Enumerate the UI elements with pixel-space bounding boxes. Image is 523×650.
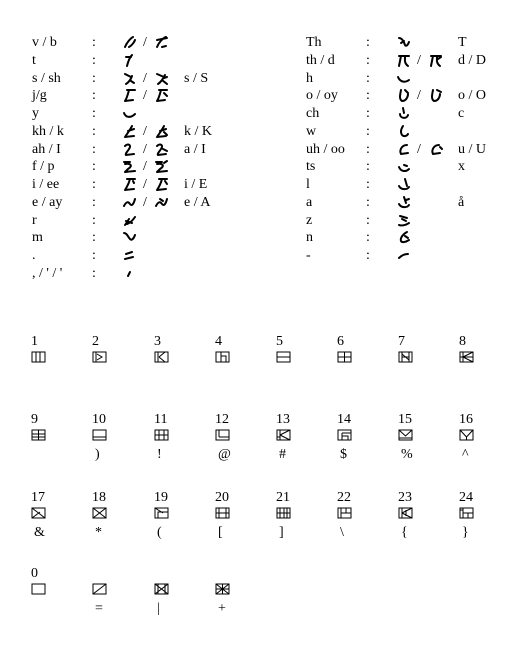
script-glyph-sh-icon — [154, 71, 170, 86]
right-colon: : — [366, 212, 370, 228]
right-value: x — [458, 159, 465, 175]
left-colon: : — [92, 159, 96, 175]
numeral-10-icon — [92, 429, 107, 441]
numeral-label: 13 — [276, 412, 290, 427]
left-label: e / ay — [32, 194, 63, 210]
left-value: e / A — [184, 194, 211, 210]
script-glyph-p-icon — [154, 159, 170, 174]
script-glyph-oo-icon — [428, 142, 444, 157]
numeral-label: 0 — [31, 566, 38, 581]
numeral-symbol: } — [462, 525, 469, 540]
script-glyph-d-icon — [428, 53, 444, 68]
numeral-symbol: ( — [157, 525, 162, 540]
right-label: ts — [306, 159, 316, 175]
right-colon: : — [366, 230, 370, 246]
numeral-label: 14 — [337, 412, 351, 427]
numeral-symbol: [ — [218, 525, 223, 540]
numeral-symbol: % — [401, 447, 413, 462]
numeral-18-icon — [92, 507, 107, 519]
left-label: i / ee — [32, 177, 60, 192]
left-colon: : — [92, 141, 96, 157]
right-label: z — [306, 212, 313, 228]
script-glyph-v-icon — [122, 35, 138, 50]
numeral-label: 2 — [92, 334, 99, 349]
numeral-label: 9 — [31, 412, 38, 427]
numeral-11-icon — [154, 429, 169, 441]
numeral-label: 15 — [398, 412, 412, 427]
right-colon: : — [366, 106, 370, 121]
left-value: k / K — [184, 123, 212, 139]
right-label: Th — [306, 35, 322, 50]
right-colon: : — [366, 35, 370, 50]
numeral-20-icon — [215, 507, 230, 519]
numeral-9-icon — [31, 429, 46, 441]
numeral-12-icon — [215, 429, 230, 441]
right-label: a — [306, 194, 313, 210]
numeral-label: 19 — [154, 490, 168, 505]
numeral-extra-1-icon — [92, 583, 107, 595]
right-colon: : — [366, 88, 370, 104]
left-glyph-separator: / — [143, 35, 147, 50]
numeral-symbol: @ — [218, 447, 231, 462]
script-glyph-comma-icon — [122, 266, 138, 281]
left-value: i / E — [184, 177, 208, 192]
script-glyph-th-icon — [396, 53, 412, 68]
script-glyph-g-icon — [154, 88, 170, 103]
numeral-label: 20 — [215, 490, 229, 505]
right-colon: : — [366, 141, 370, 157]
numeral-19-icon — [154, 507, 169, 519]
script-glyph-y-icon — [122, 106, 138, 121]
left-colon: : — [92, 248, 96, 263]
left-glyph-separator: / — [143, 194, 147, 210]
left-colon: : — [92, 212, 96, 228]
numeral-label: 3 — [154, 334, 161, 349]
numeral-symbol: * — [95, 525, 102, 540]
left-label: kh / k — [32, 123, 64, 139]
script-glyph-th-icon — [396, 35, 412, 50]
left-glyph-separator: / — [143, 159, 147, 175]
right-colon: : — [366, 52, 370, 68]
script-glyph-b-icon — [154, 35, 170, 50]
numeral-symbol: { — [401, 525, 408, 540]
script-glyph-n-icon — [396, 230, 412, 245]
numeral-symbol: # — [279, 447, 286, 462]
right-colon: : — [366, 123, 370, 139]
script-glyph-f-icon — [122, 159, 138, 174]
script-glyph-ah-icon — [122, 142, 138, 157]
right-label: w — [306, 123, 317, 139]
right-value: o / O — [458, 88, 486, 104]
left-colon: : — [92, 88, 96, 104]
numeral-24-icon — [459, 507, 474, 519]
numeral-extra-3-icon — [215, 583, 230, 595]
numeral-label: 16 — [459, 412, 473, 427]
numeral-13-icon — [276, 429, 291, 441]
right-value: å — [458, 194, 465, 210]
script-glyph-h-icon — [396, 71, 412, 86]
script-glyph-w-icon — [396, 124, 412, 139]
script-glyph-ts-icon — [396, 159, 412, 174]
left-glyph-separator: / — [143, 123, 147, 139]
right-label: - — [306, 248, 311, 263]
right-label: l — [306, 177, 310, 192]
numeral-label: 24 — [459, 490, 473, 505]
left-colon: : — [92, 194, 96, 210]
numeral-4-icon — [215, 351, 230, 363]
script-glyph-s-icon — [122, 71, 138, 86]
numeral-2-icon — [92, 351, 107, 363]
left-value: a / I — [184, 141, 206, 157]
script-glyph-oy-icon — [428, 88, 444, 103]
numeral-label: 8 — [459, 334, 466, 349]
script-glyph-k-icon — [154, 124, 170, 139]
script-glyph-a-icon — [396, 195, 412, 210]
right-label: n — [306, 230, 313, 246]
script-glyph-period-icon — [122, 248, 138, 263]
numeral-symbol: & — [34, 525, 45, 540]
numeral-symbol: | — [157, 601, 160, 616]
left-label: s / sh — [32, 70, 61, 86]
numeral-label: 5 — [276, 334, 283, 349]
right-label: ch — [306, 106, 320, 121]
numeral-label: 18 — [92, 490, 106, 505]
right-colon: : — [366, 159, 370, 175]
numeral-0-icon — [31, 583, 46, 595]
numeral-3-icon — [154, 351, 169, 363]
left-glyph-separator: / — [143, 88, 147, 104]
numeral-23-icon — [398, 507, 413, 519]
right-glyph-separator: / — [417, 141, 421, 157]
left-label: v / b — [32, 35, 57, 50]
numeral-label: 11 — [154, 412, 168, 427]
left-label: m — [32, 230, 43, 246]
script-glyph-l-icon — [396, 177, 412, 192]
numeral-symbol: ) — [95, 447, 100, 462]
script-glyph-uh-icon — [396, 142, 412, 157]
numeral-17-icon — [31, 507, 46, 519]
left-colon: : — [92, 123, 96, 139]
right-colon: : — [366, 177, 370, 192]
numeral-symbol: ] — [279, 525, 284, 540]
numeral-6-icon — [337, 351, 352, 363]
left-colon: : — [92, 35, 96, 50]
right-value: T — [458, 35, 467, 50]
numeral-symbol: \ — [340, 525, 344, 540]
script-glyph-m-icon — [122, 230, 138, 245]
numeral-7-icon — [398, 351, 413, 363]
script-glyph-kh-icon — [122, 124, 138, 139]
script-glyph-r-icon — [122, 213, 138, 228]
numeral-8-icon — [459, 351, 474, 363]
right-label: uh / oo — [306, 141, 345, 157]
numeral-symbol: $ — [340, 447, 347, 462]
numeral-16-icon — [459, 429, 474, 441]
script-glyph-ch-icon — [396, 106, 412, 121]
right-label: o / oy — [306, 88, 338, 104]
left-colon: : — [92, 230, 96, 246]
right-label: th / d — [306, 52, 335, 68]
left-glyph-separator: / — [143, 70, 147, 86]
left-colon: : — [92, 265, 96, 281]
script-glyph-o-icon — [396, 88, 412, 103]
left-label: j/g — [32, 88, 47, 104]
numeral-label: 17 — [31, 490, 45, 505]
left-label: f / p — [32, 159, 55, 175]
left-label: ah / I — [32, 141, 61, 157]
left-label: . — [32, 248, 36, 263]
left-glyph-separator: / — [143, 177, 147, 192]
right-value: u / U — [458, 141, 486, 157]
left-value: s / S — [184, 70, 209, 86]
numeral-14-icon — [337, 429, 352, 441]
left-label: t — [32, 52, 36, 68]
script-glyph-i-icon — [122, 177, 138, 192]
right-colon: : — [366, 194, 370, 210]
script-glyph-i-icon — [154, 142, 170, 157]
numeral-21-icon — [276, 507, 291, 519]
right-value: c — [458, 106, 465, 121]
numeral-label: 22 — [337, 490, 351, 505]
numeral-label: 12 — [215, 412, 229, 427]
numeral-label: 4 — [215, 334, 222, 349]
numeral-label: 6 — [337, 334, 344, 349]
numeral-label: 21 — [276, 490, 290, 505]
numeral-15-icon — [398, 429, 413, 441]
script-glyph-t-icon — [122, 53, 138, 68]
numeral-extra-2-icon — [154, 583, 169, 595]
right-glyph-separator: / — [417, 52, 421, 68]
numeral-label: 7 — [398, 334, 405, 349]
numeral-22-icon — [337, 507, 352, 519]
numeral-symbol: ^ — [462, 447, 469, 462]
right-colon: : — [366, 248, 370, 263]
numeral-label: 10 — [92, 412, 106, 427]
script-glyph-ay-icon — [154, 195, 170, 210]
script-glyph-ee-icon — [154, 177, 170, 192]
left-colon: : — [92, 70, 96, 86]
numeral-symbol: ! — [157, 447, 162, 462]
script-glyph-e-icon — [122, 195, 138, 210]
numeral-symbol: + — [218, 601, 226, 616]
numeral-label: 23 — [398, 490, 412, 505]
numeral-5-icon — [276, 351, 291, 363]
numeral-label: 1 — [31, 334, 38, 349]
left-glyph-separator: / — [143, 141, 147, 157]
script-glyph-j-icon — [122, 88, 138, 103]
right-value: d / D — [458, 52, 486, 68]
left-colon: : — [92, 106, 96, 121]
right-label: h — [306, 70, 313, 86]
numeral-1-icon — [31, 351, 46, 363]
right-colon: : — [366, 70, 370, 86]
left-colon: : — [92, 177, 96, 192]
left-label: r — [32, 212, 37, 228]
left-colon: : — [92, 52, 96, 68]
left-label: , / ' / ' — [32, 265, 63, 281]
numeral-symbol: = — [95, 601, 103, 616]
script-glyph-z-icon — [396, 213, 412, 228]
left-label: y — [32, 106, 39, 121]
script-glyph-dash-icon — [396, 248, 412, 263]
right-glyph-separator: / — [417, 88, 421, 104]
